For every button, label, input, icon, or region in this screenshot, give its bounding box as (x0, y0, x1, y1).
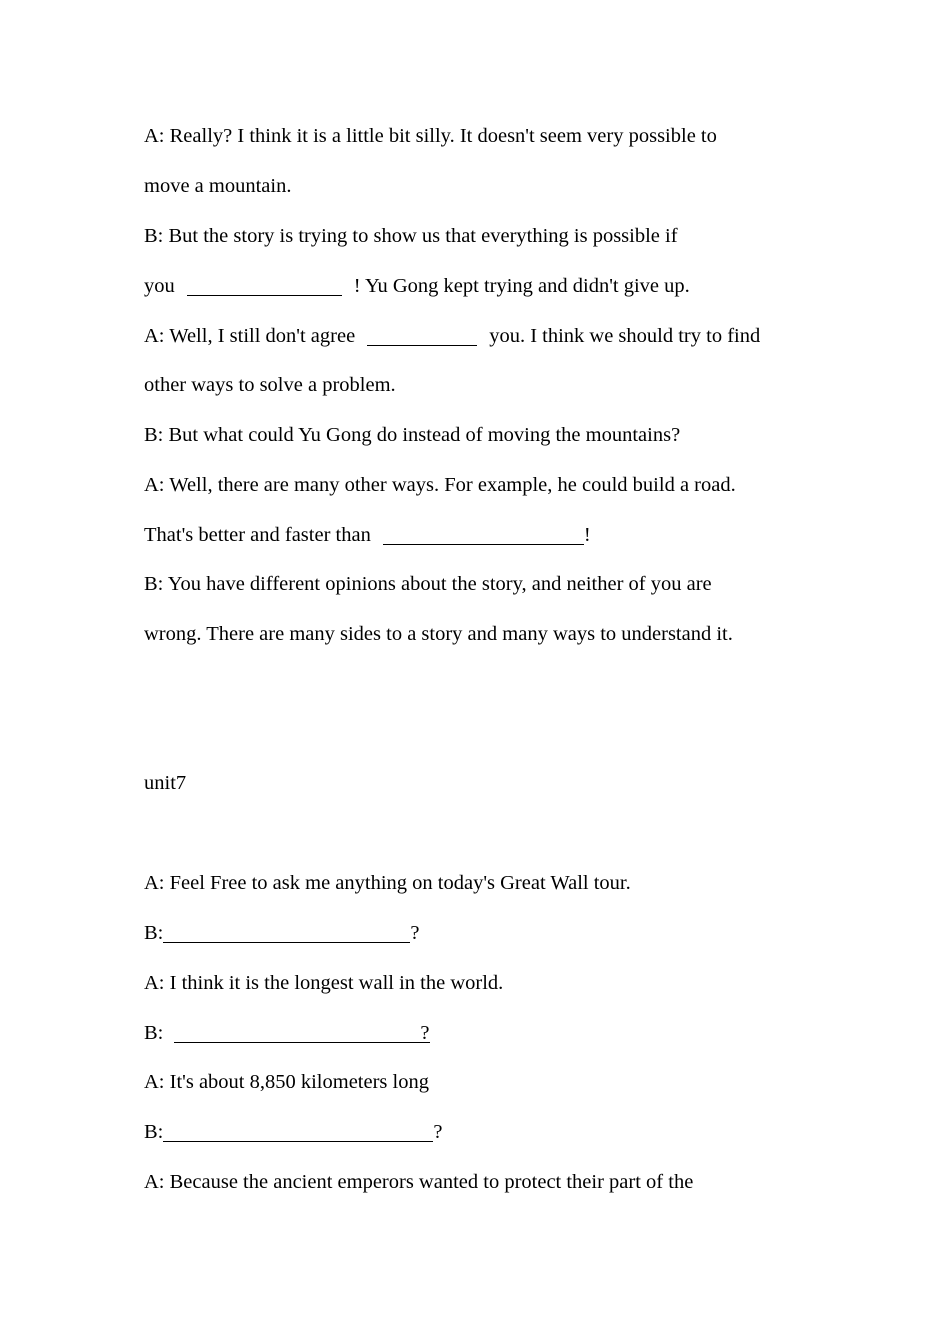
text-segment: ! Yu Gong kept trying and didn't give up. (353, 275, 690, 297)
text-segment: B: (144, 922, 164, 944)
text-line: B: But the story is trying to show us that everything is possible if (144, 225, 678, 247)
text-line: A: It's about 8,850 kilometers long (144, 1071, 429, 1093)
text-segment: That's better and faster than (144, 524, 371, 546)
answer-blank[interactable] (367, 327, 477, 346)
text-segment: you (144, 275, 175, 297)
text-line (144, 921, 419, 945)
text-line (144, 1120, 442, 1144)
unit-heading: unit7 (144, 772, 187, 794)
text-segment: ? (433, 1121, 443, 1143)
answer-blank[interactable] (187, 277, 342, 296)
text-line: other ways to solve a problem. (144, 374, 396, 396)
text-line: A: Because the ancient emperors wanted to protect their part of the (144, 1171, 694, 1193)
text-line: B: You have different opinions about the story, and neither of you are (144, 573, 712, 595)
text-line: A: Really? I think it is a little bit silly. It doesn't seem very possible to (144, 125, 717, 147)
text-segment: B: (144, 1022, 164, 1044)
text-line: A: I think it is the longest wall in the world. (144, 972, 504, 994)
text-line (144, 324, 760, 348)
text-line (144, 274, 690, 298)
text-segment: B: (144, 1121, 164, 1143)
text-segment: ? (420, 1022, 430, 1044)
text-segment: ! (583, 524, 591, 546)
text-line (144, 523, 591, 547)
text-line (144, 1021, 429, 1045)
answer-blank[interactable] (163, 1123, 433, 1142)
text-line: wrong. There are many sides to a story and many ways to understand it. (144, 623, 733, 645)
text-line: move a mountain. (144, 175, 292, 197)
text-segment: A: Well, I still don't agree (144, 325, 356, 347)
answer-blank[interactable] (174, 1024, 430, 1043)
text-line: A: Feel Free to ask me anything on today's Great Wall tour. (144, 872, 631, 894)
text-segment: you. I think we should try to find (489, 325, 761, 347)
text-line: B: But what could Yu Gong do instead of moving the mountains? (144, 424, 681, 446)
answer-blank[interactable] (163, 924, 410, 943)
answer-blank[interactable] (383, 526, 584, 545)
text-segment: ? (410, 922, 420, 944)
text-line: A: Well, there are many other ways. For example, he could build a road. (144, 474, 736, 496)
